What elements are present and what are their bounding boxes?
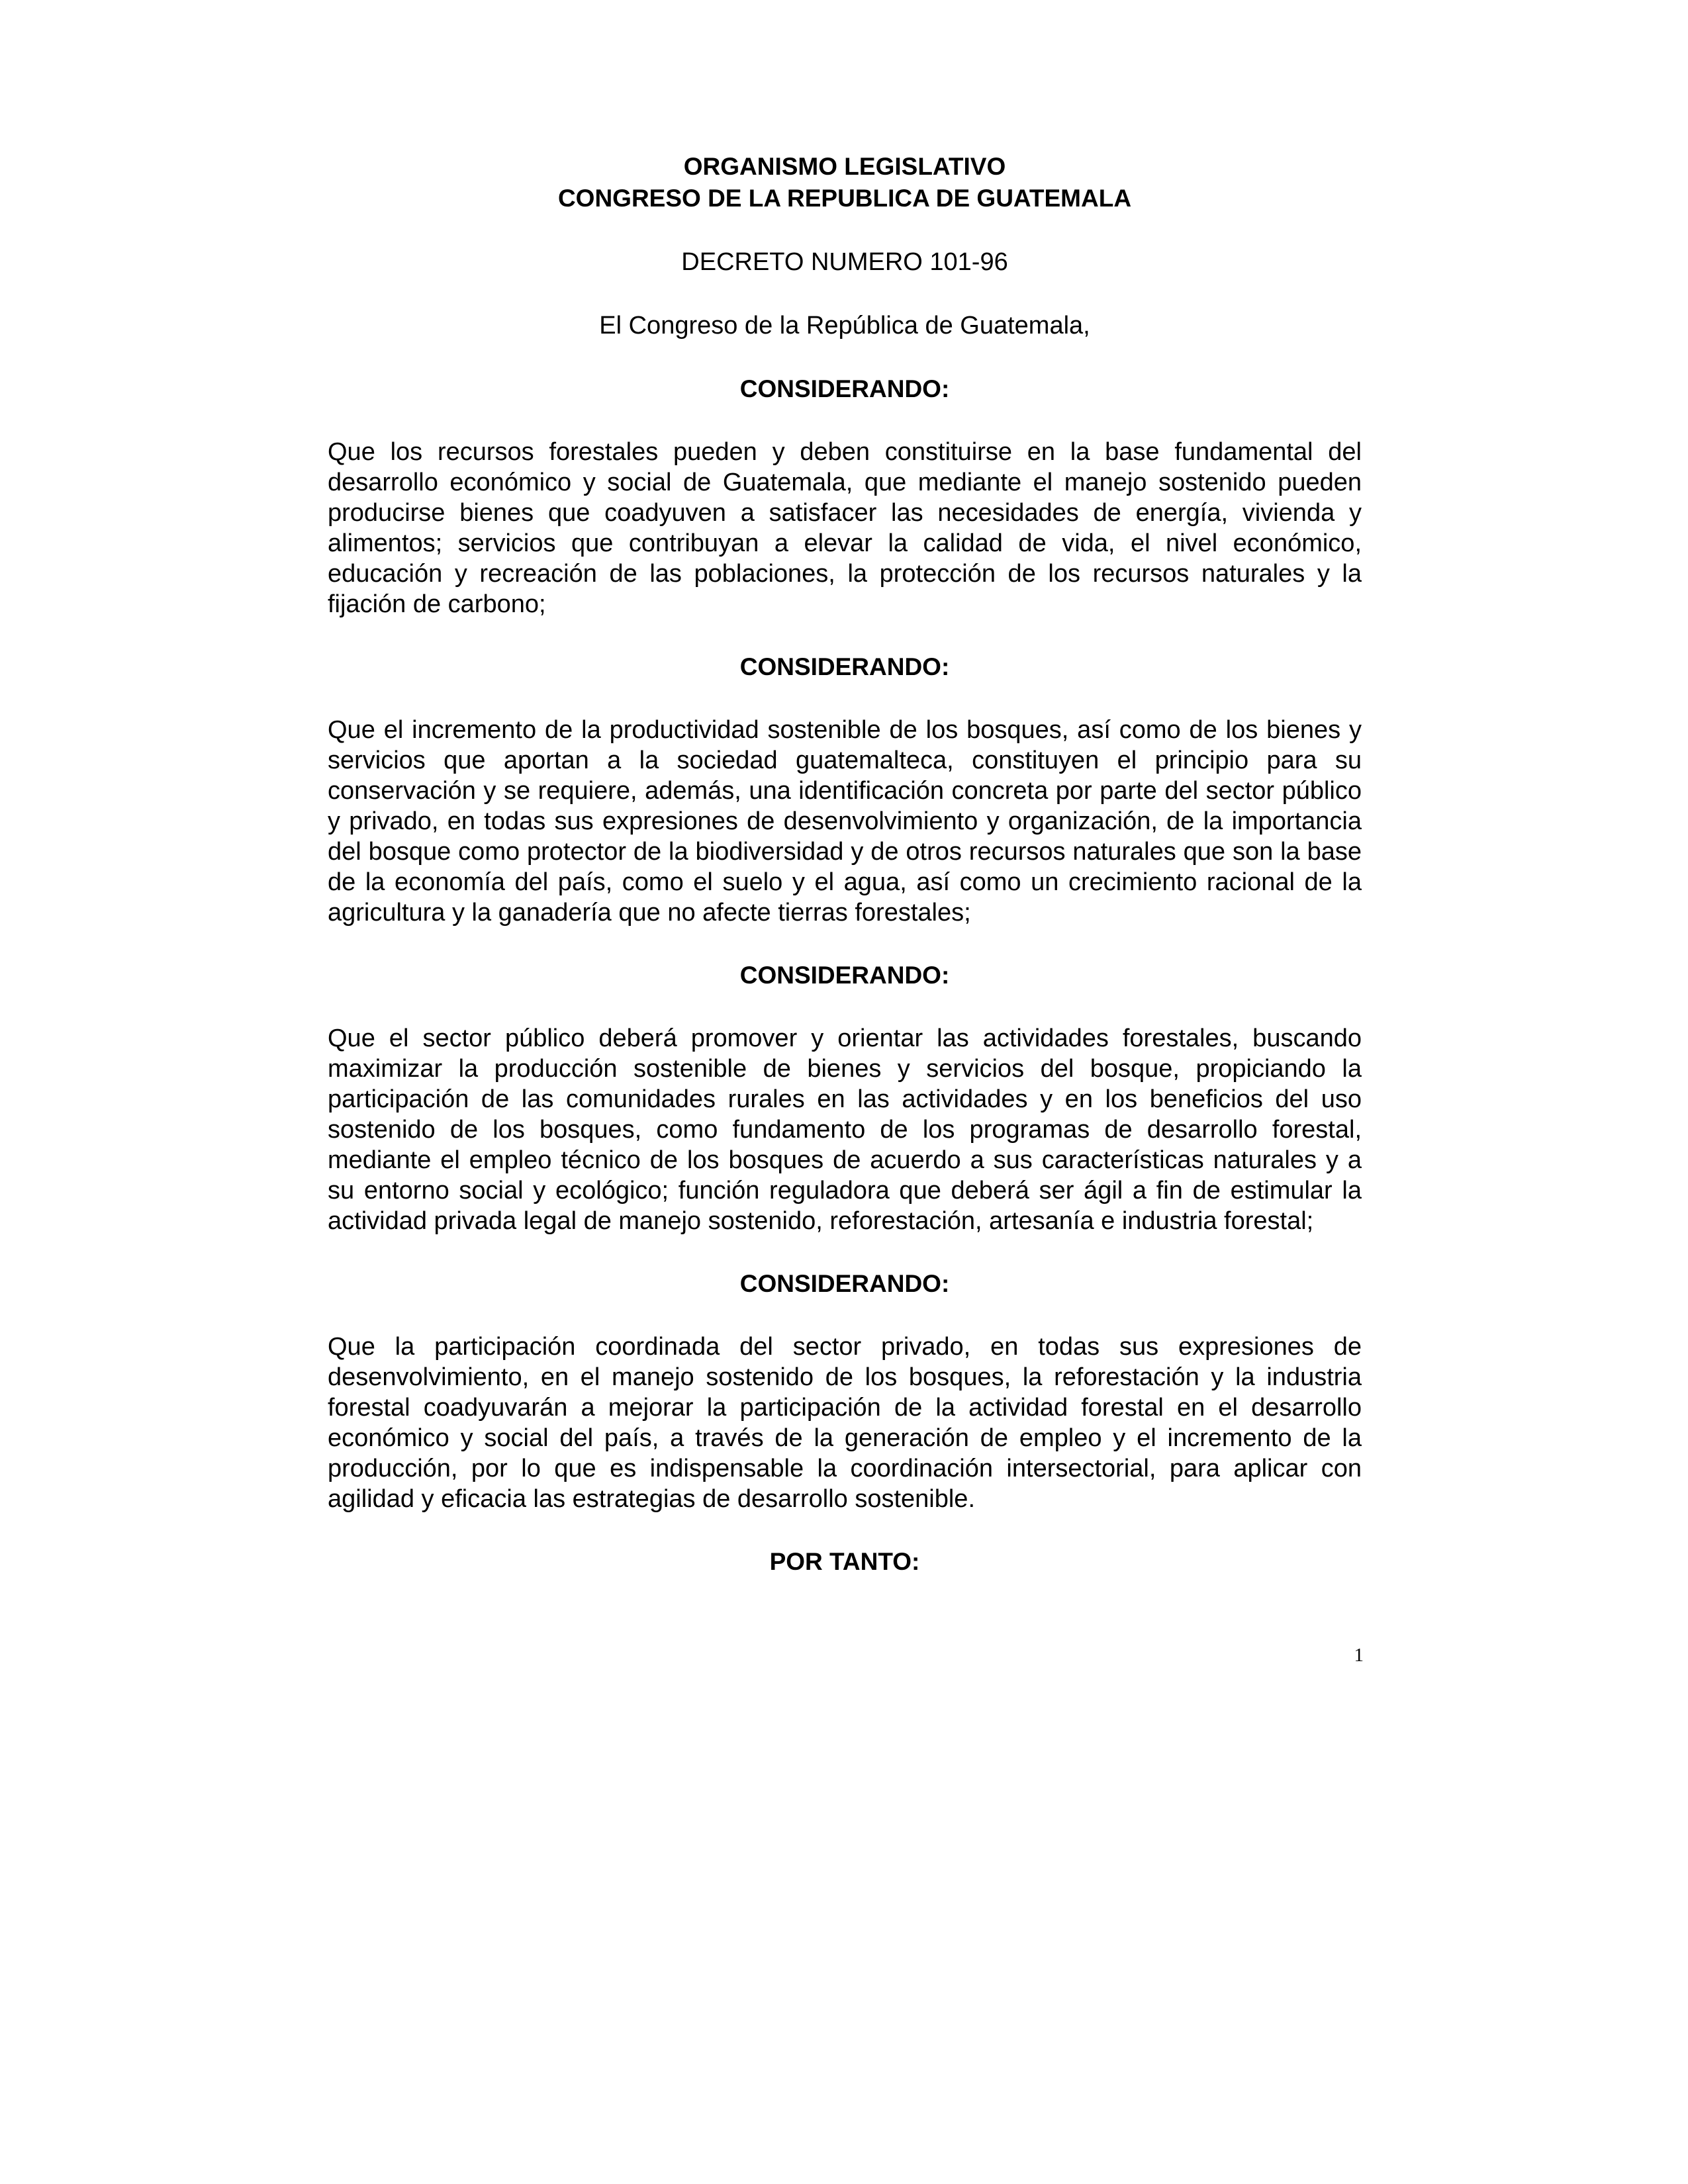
section-paragraph: Que los recursos forestales pueden y deben constituirse en la base fundamental del desarrollo económico y social de Guatemala, que mediante el manejo sostenido pueden producirse bienes que coadyuven a satisfacer las necesidades de energía, vivienda y alimentos; servicios que contribuyan a elevar la calidad de vida, el nivel económico, educación y recreación de las poblaciones, la protección de los recursos naturales y la fijación de carbono;: [328, 438, 1362, 618]
organism-title: ORGANISMO LEGISLATIVO: [683, 153, 1006, 180]
spacer: [328, 619, 1362, 651]
spacer: [328, 1236, 1362, 1268]
decree-number: DECRETO NUMERO 101-96: [681, 248, 1008, 276]
spacer: [328, 1300, 1362, 1332]
spacer: [328, 405, 1362, 437]
closing-heading: POR TANTO:: [769, 1548, 920, 1575]
document-body: [328, 151, 1362, 1578]
page-number: 1: [1354, 1645, 1364, 1666]
congress-title: CONGRESO DE LA REPUBLICA DE GUATEMALA: [557, 185, 1132, 212]
section-heading: CONSIDERANDO:: [739, 653, 950, 680]
section-heading: CONSIDERANDO:: [739, 962, 950, 989]
spacer: [328, 278, 1362, 310]
spacer: [328, 928, 1362, 960]
spacer: [328, 214, 1362, 246]
spacer: [328, 1514, 1362, 1546]
section-paragraph: Que el incremento de la productividad sostenible de los bosques, así como de los bienes y servicios que aportan a la sociedad guatemalteca, constituyen el principio para su conservación y se requiere, además, una identificación concreta por parte del sector público y privado, en todas sus expresiones de desenvolvimiento y organización, de la importancia del bosque como protector de la biodiversidad y de otros recursos naturales que son la base de la economía del país, como el suelo y el agua, así como un crecimiento racional de la agricultura y la ganadería que no afecte tierras forestales;: [328, 716, 1362, 927]
spacer: [328, 683, 1362, 715]
section-paragraph: Que el sector público deberá promover y orientar las actividades forestales, buscando maximizar la producción sostenible de bienes y servicios del bosque, propiciando la participación de las comunidades rurales en las actividades y en los beneficios del uso sostenido de los bosques, como fundamento de los programas de desarrollo forestal, mediante el empleo técnico de los bosques de acuerdo a sus características naturales y a su entorno social y ecológico; función reguladora que deberá ser ágil a fin de estimular la actividad privada legal de manejo sostenido, reforestación, artesanía e industria forestal;: [328, 1024, 1362, 1235]
preamble: El Congreso de la República de Guatemala,: [599, 312, 1090, 340]
spacer: [328, 341, 1362, 373]
section-heading: CONSIDERANDO:: [739, 1270, 950, 1297]
spacer: [328, 991, 1362, 1023]
section-paragraph: Que la participación coordinada del sector privado, en todas sus expresiones de desenvolvimiento, en el manejo sostenido de los bosques, la reforestación y la industria forestal coadyuvarán a mejorar la participación de la actividad forestal en el desarrollo económico y social del país, a través de la generación de empleo y el incremento de la producción, por lo que es indispensable la coordinación intersectorial, para aplicar con agilidad y eficacia las estrategias de desarrollo sostenible.: [328, 1333, 1362, 1513]
section-heading: CONSIDERANDO:: [739, 375, 950, 402]
